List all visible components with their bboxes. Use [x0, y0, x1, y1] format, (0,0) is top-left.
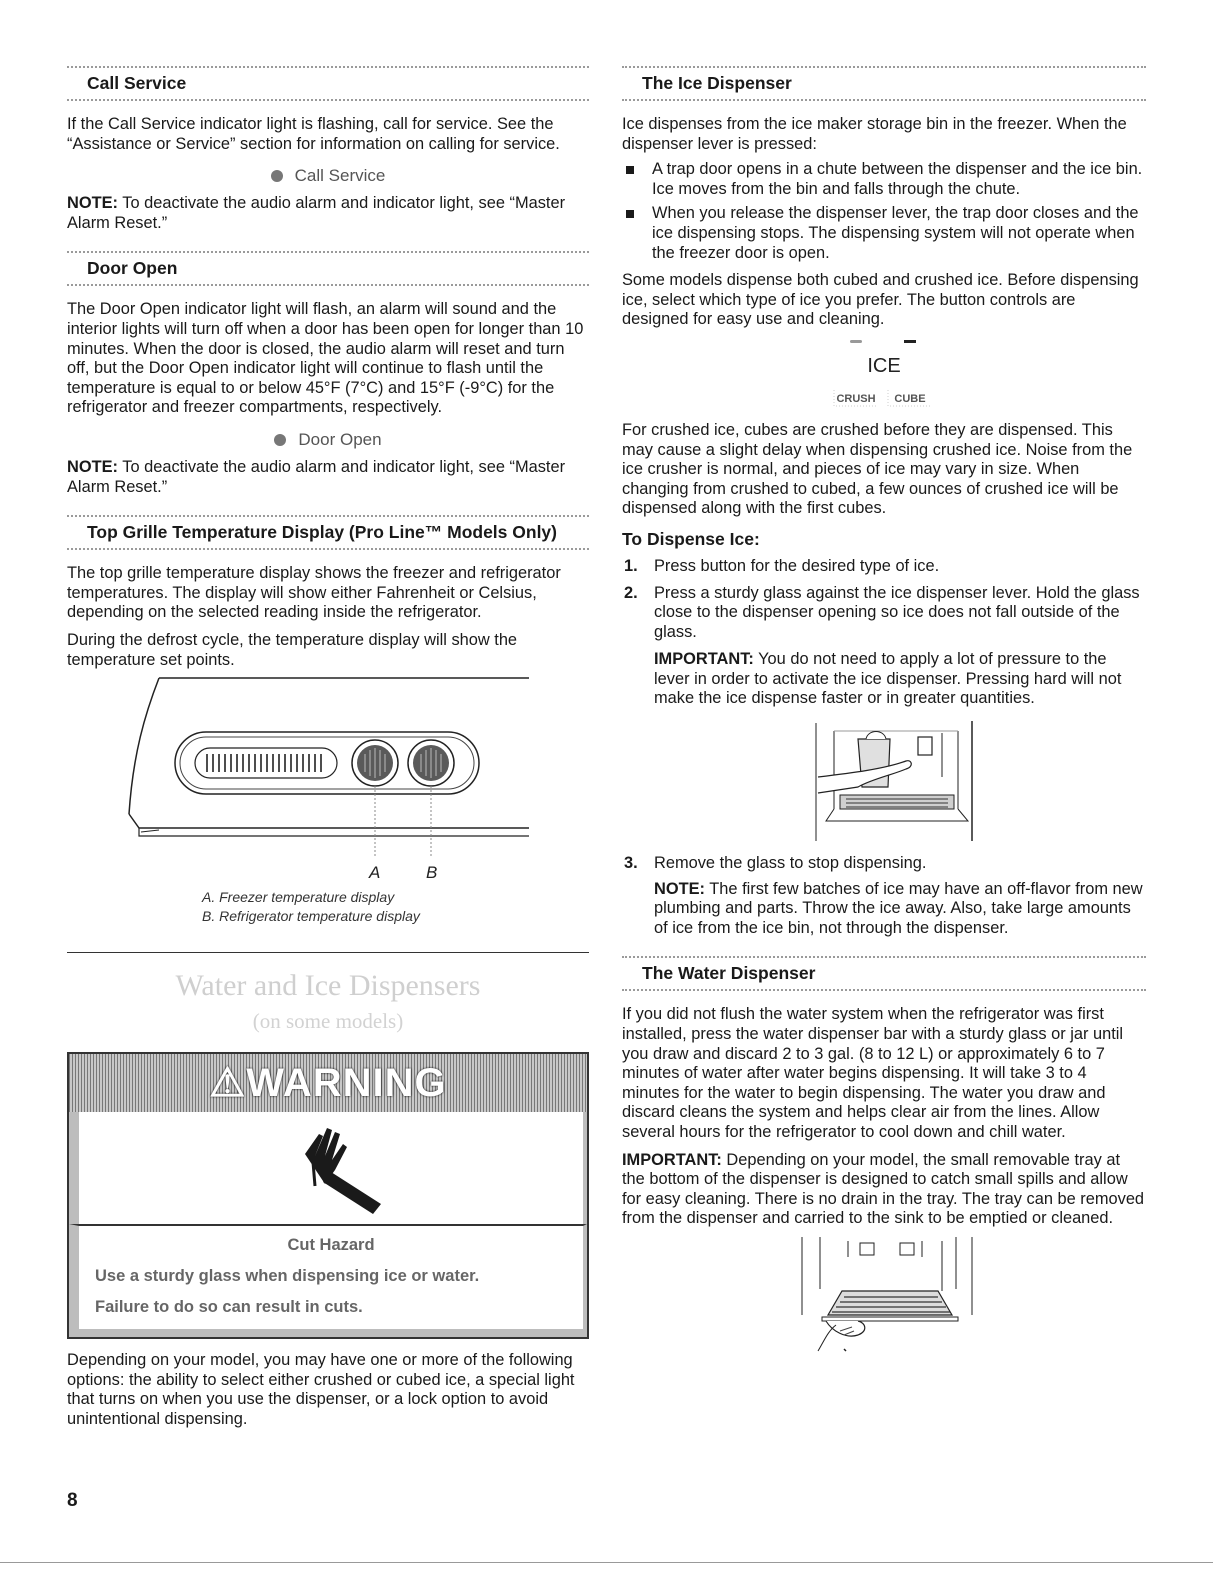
water-important-note: [622, 1151, 1146, 1229]
ice-dispenser-bullets: [622, 160, 1146, 263]
note-text: The first few batches of ice may have an off-flavor from new plumbing and parts. Throw the ice away. Also, take large amounts of ice from the ice bin, not through the dispenser.: [654, 879, 1143, 937]
call-service-note: [67, 194, 589, 233]
section-divider: [67, 99, 589, 101]
warning-box: [67, 1052, 589, 1339]
door-open-paragraph: The Door Open indicator light will flash, an alarm will sound and the interior lights will turn off when a door has been open for longer than 10 minutes. When the door is closed, the audio alarm will reset and turn off, but the Door Open indicator light will continue to flash until the temperature is equal to or below 45°F (7°C) and 15°F (-9°C) for the refrigerator and freezer compartments, respectively.: [67, 300, 584, 417]
caption-a: A. Freezer temperature display: [202, 889, 395, 906]
left-column: [67, 66, 589, 1429]
warning-bar: [69, 1054, 587, 1112]
label-a: A: [369, 863, 381, 883]
call-service-paragraph: If the Call Service indicator light is flashing, call for service. See the “Assistance or Service” section for information on calling for service.: [67, 115, 560, 153]
important-text: Depending on your model, the small removable tray at the bottom of the dispenser is designed to catch small spills and allow for easy cleaning. There is no drain in the tray. The tray can be removed from the dispenser and carried to the sink to be emptied or cleaned.: [622, 1150, 1145, 1228]
ice-control-graphic: [824, 336, 944, 408]
step-text: Press button for the desired type of ice.: [654, 556, 940, 575]
label-b: B: [426, 863, 438, 883]
page-number: 8: [67, 1490, 78, 1511]
defrost-paragraph: During the defrost cycle, the temperature display will show the temperature set points.: [67, 630, 518, 669]
indicator-light-icon: [271, 170, 283, 182]
step-text: Remove the glass to stop dispensing.: [654, 854, 927, 873]
crush-button-label: CRUSH: [836, 392, 876, 405]
step-text: Press a sturdy glass against the ice dispenser lever. Hold the glass close to the dispenser opening so ice does not fall outside of the glass.: [654, 583, 1140, 641]
ice-types-paragraph: Some models dispense both cubed and crushed ice. Before dispensing ice, select which type of ice you prefer. The button controls are designed for easy use and cleaning.: [622, 271, 1139, 329]
ice-dispensing-illustration: [622, 717, 1146, 847]
ice-dispenser-heading: The Ice Dispenser: [642, 73, 792, 93]
important-label: IMPORTANT:: [654, 650, 754, 669]
warning-line-1: Use a sturdy glass when dispensing ice or water.: [95, 1267, 480, 1286]
section-divider: [67, 284, 589, 286]
warning-text-area: [69, 1224, 587, 1337]
temperature-display-diagram: [67, 674, 589, 888]
list-item: When you release the dispenser lever, the trap door closes and the ice dispensing stops. The dispensing system will not operate when the freezer door is open.: [622, 204, 1146, 263]
call-service-heading: Call Service: [87, 73, 187, 93]
important-text: You do not need to apply a lot of pressure to the lever in order to activate the ice dispenser. Pressing hard will not make the ice dispense faster or in greater quantities.: [654, 650, 1122, 708]
call-service-indicator: [67, 166, 589, 186]
dispense-steps: [622, 557, 1146, 709]
dispense-steps-continued: [622, 854, 1146, 938]
ice-dispenser-paragraph: Ice dispenses from the ice maker storage bin in the freezer. When the dispenser lever is pressed:: [622, 115, 1127, 153]
ice-control-panel: [622, 336, 1146, 413]
indicator-label: Call Service: [294, 166, 386, 186]
dispensers-subtitle: (on some models): [252, 1009, 404, 1034]
warning-symbol-area: [69, 1112, 587, 1224]
section-divider: [622, 989, 1146, 991]
water-dispenser-heading: The Water Dispenser: [642, 963, 816, 984]
water-dispenser-paragraph: If you did not flush the water system when the refrigerator was first installed, press the water dispenser bar with a sturdy glass or jar until you draw and discard 2 to 3 gal. (8 to 12 L) or approximately 6 to 7 minutes of water after water begins dispensing. It will take 3 to 4 minutes for the water to begin dispensing. The water you draw and discard cleans the system and helps clear air from the lines. Allow several hours for the refrigerator to cool down and chill water.: [622, 1005, 1124, 1141]
note-label: NOTE:: [67, 194, 118, 213]
step-3: [622, 854, 1146, 938]
ice-control-title: ICE: [867, 354, 901, 377]
top-grille-heading: Top Grille Temperature Display (Pro Line™ Models Only): [87, 522, 557, 543]
step-2: [622, 584, 1146, 710]
step-number: 3.: [624, 854, 638, 873]
note-label: NOTE:: [654, 879, 705, 898]
warning-title: ⚠WARNING: [209, 1061, 447, 1106]
dispense-ice-subheading: To Dispense Ice:: [622, 528, 760, 549]
indicator-label: Door Open: [298, 429, 382, 449]
step-number: 1.: [624, 556, 638, 575]
right-column: [622, 66, 1146, 1353]
note-label: NOTE:: [67, 457, 118, 476]
important-label: IMPORTANT:: [622, 1150, 722, 1169]
step-3-note: [654, 880, 1146, 939]
step-number: 2.: [624, 583, 638, 602]
section-divider: [67, 548, 589, 550]
note-text: To deactivate the audio alarm and indicator light, see “Master Alarm Reset.”: [67, 457, 566, 496]
top-grille-paragraph: The top grille temperature display shows the freezer and refrigerator temperatures. The display will show either Fahrenheit or Celsius, depending on the selected reading inside the refrigerator.: [67, 564, 561, 622]
water-tray-illustration: [622, 1235, 1146, 1353]
section-divider: [622, 99, 1146, 101]
caption-b: B. Refrigerator temperature display: [202, 908, 420, 925]
crushed-ice-paragraph: For crushed ice, cubes are crushed before they are dispensed. This may cause a slight delay when dispensing crushed ice. Noise from the ice crusher is normal, and pieces of ice may vary in size. When changing from crushed to cubed, a few ounces of crushed ice will be dispensed along with the first cubes.: [622, 420, 1133, 518]
step-1: [622, 557, 1146, 577]
list-item: A trap door opens in a chute between the dispenser and the ice bin. Ice moves from the bin and falls through the chute.: [622, 160, 1146, 199]
cut-hazard-icon: [285, 1124, 395, 1220]
hazard-label: Cut Hazard: [287, 1236, 375, 1255]
dispensers-title: Water and Ice Dispensers: [175, 969, 481, 1003]
bottom-rule: [0, 1562, 1213, 1563]
options-paragraph: Depending on your model, you may have one or more of the following options: the ability to select either crushed or cubed ice, a special light that turns on when you use the dispenser, or a lock option to avoid unintentional dispensing.: [67, 1351, 575, 1428]
warning-line-2: Failure to do so can result in cuts.: [95, 1298, 363, 1317]
note-text: To deactivate the audio alarm and indicator light, see “Master Alarm Reset.”: [67, 194, 566, 232]
door-open-heading: Door Open: [87, 258, 178, 279]
important-note: [654, 650, 1146, 709]
cube-button-label: CUBE: [894, 392, 926, 405]
door-open-indicator: [67, 430, 589, 450]
door-open-note: [67, 458, 589, 497]
indicator-light-icon: [274, 434, 286, 446]
section-rule: [67, 952, 589, 953]
